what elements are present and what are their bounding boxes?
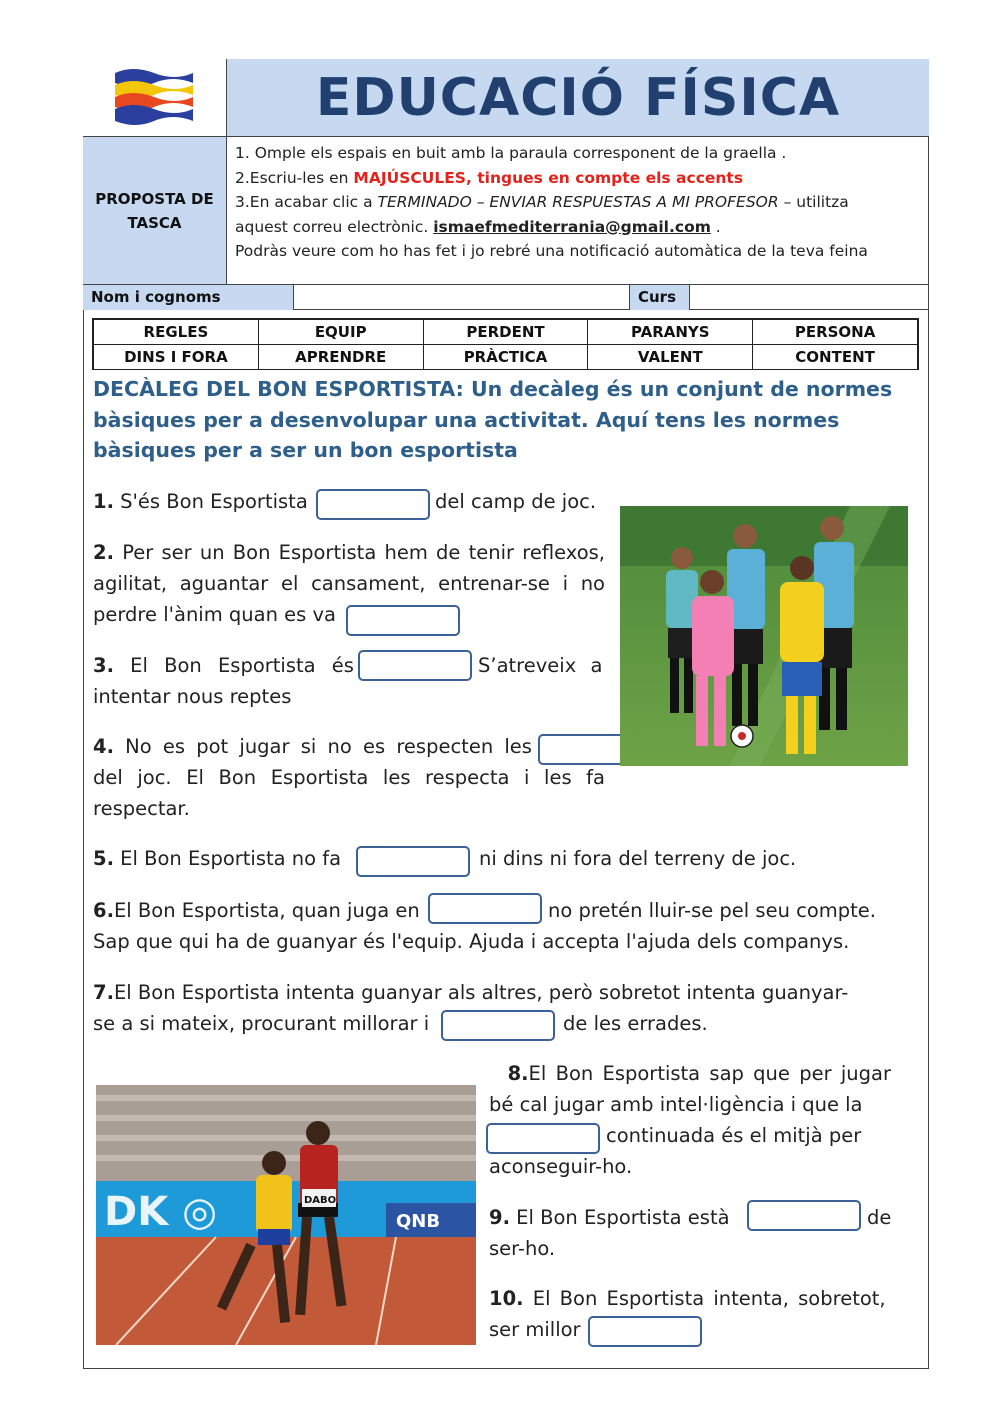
item-1 bbox=[93, 486, 308, 517]
word-cell: PERDENT bbox=[423, 320, 588, 345]
instruction-4-post: . bbox=[710, 217, 721, 236]
item-3-end: intentar nous reptes bbox=[93, 685, 292, 708]
item-text: El Bon Esportista, quan juga en bbox=[113, 899, 420, 922]
item-number: 8. bbox=[507, 1062, 529, 1085]
item-number: 4. bbox=[93, 735, 114, 758]
item-4-end: del joc. El Bon Esportista les respecta i les fa respectar. bbox=[93, 766, 605, 820]
answer-blank-6[interactable] bbox=[428, 893, 542, 924]
item-10 bbox=[489, 1283, 886, 1314]
course-label: Curs bbox=[630, 285, 690, 310]
answer-blank-8[interactable] bbox=[486, 1123, 600, 1154]
item-6 bbox=[93, 895, 420, 926]
instruction-4 bbox=[235, 215, 929, 240]
item-10-line2: ser millor bbox=[489, 1318, 581, 1341]
answer-blank-9[interactable] bbox=[747, 1200, 861, 1231]
word-cell: DINS I FORA bbox=[94, 345, 259, 370]
item-5 bbox=[93, 843, 341, 874]
item-9-end: ser-ho. bbox=[489, 1237, 556, 1260]
item-number: 7. bbox=[93, 981, 114, 1004]
item-4 bbox=[93, 731, 532, 762]
answer-blank-2[interactable] bbox=[346, 605, 460, 636]
school-logo-icon bbox=[111, 65, 197, 131]
task-label-text: PROPOSTA DE TASCA bbox=[95, 189, 214, 232]
task-instructions bbox=[227, 137, 929, 285]
answer-blank-10[interactable] bbox=[588, 1316, 702, 1347]
task-label bbox=[83, 137, 227, 285]
item-text: El Bon Esportista intenta, sobretot, bbox=[523, 1287, 886, 1310]
answer-blank-1[interactable] bbox=[316, 489, 430, 520]
item-1-end: del camp de joc. bbox=[435, 490, 597, 513]
instruction-2-highlight: MAJÚSCULES, tingues en compte els accents bbox=[353, 168, 744, 187]
instruction-3-post: – utilitza bbox=[778, 193, 849, 211]
word-cell: APRENDRE bbox=[258, 345, 423, 370]
student-info-row bbox=[83, 285, 929, 310]
word-cell: CONTENT bbox=[753, 345, 918, 370]
answer-blank-3[interactable] bbox=[358, 650, 472, 681]
course-field[interactable] bbox=[690, 285, 929, 310]
word-bank-row bbox=[94, 320, 918, 345]
item-7 bbox=[93, 977, 848, 1008]
item-text: El Bon Esportista és bbox=[113, 654, 354, 677]
item-8 bbox=[489, 1058, 891, 1120]
answer-blank-5[interactable] bbox=[356, 846, 470, 877]
item-6-end: Sap que qui ha de guanyar és l'equip. Ajuda i accepta l'ajuda dels companys. bbox=[93, 930, 850, 953]
page-title: EDUCACIÓ FÍSICA bbox=[315, 67, 841, 128]
svg-text:DK ◎: DK ◎ bbox=[104, 1189, 218, 1235]
item-3 bbox=[93, 650, 354, 681]
word-cell: PERSONA bbox=[753, 320, 918, 345]
teacher-email-link[interactable]: ismaefmediterrania@gmail.com bbox=[433, 217, 711, 236]
football-referees-photo bbox=[620, 506, 908, 766]
item-text: Per ser un Bon Esportista hem de tenir reflexos, agilitat, aguantar el cansament, entrenar-se i no perdre l'ànim quan es va bbox=[93, 541, 605, 626]
svg-text:QNB: QNB bbox=[396, 1211, 441, 1232]
item-number: 2. bbox=[93, 541, 114, 564]
word-bank bbox=[92, 318, 919, 370]
item-9 bbox=[489, 1202, 730, 1233]
name-field[interactable] bbox=[294, 285, 630, 310]
item-text: No es pot jugar si no es respecten les bbox=[113, 735, 532, 758]
item-5-end: ni dins ni fora del terreny de joc. bbox=[479, 847, 797, 870]
item-number: 5. bbox=[93, 847, 114, 870]
item-text: El Bon Esportista intenta guanyar als altres, però sobretot intenta guanyar- bbox=[113, 981, 849, 1004]
item-number: 10. bbox=[489, 1287, 524, 1310]
instruction-3 bbox=[235, 190, 929, 215]
instruction-2-text: 2.Escriu-les en bbox=[235, 168, 354, 187]
race-bib-text: DABO bbox=[304, 1195, 337, 1206]
item-7-line2: se a si mateix, procurant millorar i bbox=[93, 1012, 430, 1035]
name-label: Nom i cognoms bbox=[83, 285, 294, 310]
item-number: 1. bbox=[93, 490, 114, 513]
instruction-4-text: aquest correu electrònic. bbox=[235, 217, 434, 236]
item-number: 9. bbox=[489, 1206, 510, 1229]
item-6-mid: no pretén lluir-se pel seu compte. bbox=[548, 899, 876, 922]
item-8-mid: continuada és el mitjà per bbox=[606, 1124, 862, 1147]
item-8-end: aconseguir-ho. bbox=[489, 1155, 633, 1178]
instruction-2 bbox=[235, 166, 929, 191]
word-cell: REGLES bbox=[94, 320, 259, 345]
item-text: S'és Bon Esportista bbox=[113, 490, 308, 513]
instruction-3-button-ref: TERMINADO – ENVIAR RESPUESTAS A MI PROFESOR bbox=[377, 193, 779, 211]
word-bank-row bbox=[94, 345, 918, 370]
item-text: El Bon Esportista sap que per jugar bé cal jugar amb intel·ligència i que la bbox=[489, 1062, 891, 1116]
word-cell: PARANYS bbox=[588, 320, 753, 345]
item-number: 6. bbox=[93, 899, 114, 922]
answer-blank-7[interactable] bbox=[441, 1010, 555, 1041]
athletics-help-photo bbox=[96, 1085, 476, 1345]
item-text: El Bon Esportista està bbox=[509, 1206, 730, 1229]
item-9-mid: de bbox=[867, 1206, 892, 1229]
page-title-banner bbox=[227, 59, 929, 137]
instruction-3-text: 3.En acabar clic a bbox=[235, 193, 378, 211]
decalogue-heading: DECÀLEG DEL BON ESPORTISTA: Un decàleg és un conjunt de normes bàsiques per a desenvolupar una activitat. Aquí tens les normes bàsiques per a ser un bon esportista bbox=[93, 377, 893, 462]
word-cell: VALENT bbox=[588, 345, 753, 370]
item-7-end: de les errades. bbox=[563, 1012, 708, 1035]
instruction-1: 1. Omple els espais en buit amb la paraula corresponent de la graella . bbox=[235, 144, 787, 162]
item-number: 3. bbox=[93, 654, 114, 677]
item-text: El Bon Esportista no fa bbox=[113, 847, 342, 870]
instruction-5: Podràs veure com ho has fet i jo rebré una notificació automàtica de la teva feina bbox=[235, 242, 868, 260]
word-cell: EQUIP bbox=[258, 320, 423, 345]
school-logo bbox=[83, 59, 227, 137]
item-3-mid: S’atreveix a bbox=[478, 654, 603, 677]
word-cell: PRÀCTICA bbox=[423, 345, 588, 370]
